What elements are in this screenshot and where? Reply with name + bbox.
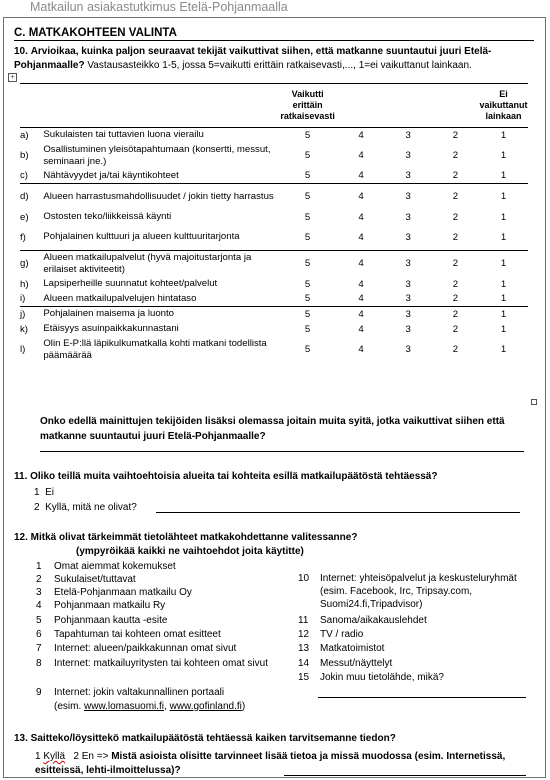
source-option[interactable] <box>298 614 543 627</box>
page-header: Matkailun asiakastutkimus Etelä-Pohjanmaalla <box>30 0 288 14</box>
rating-option[interactable]: 1 <box>500 293 507 305</box>
rating-option[interactable]: 3 <box>405 231 411 243</box>
row-label: Etäisyys asuinpaikkakunnastani <box>43 323 179 334</box>
source-number: 1 <box>36 561 42 572</box>
row-letter: a) <box>20 129 29 141</box>
rating-option[interactable]: 1 <box>500 150 507 161</box>
rating-option[interactable]: 4 <box>358 293 364 305</box>
rating-option[interactable]: 3 <box>405 344 411 355</box>
row-letter: i) <box>20 293 26 305</box>
source-9-detail: (esim. www.lomasuomi.fi, www.gofinland.fi) <box>54 701 246 712</box>
source-number: 15 <box>298 672 310 683</box>
source-number: 7 <box>36 643 42 654</box>
rating-row <box>20 322 528 337</box>
source-label: Etelä-Pohjanmaan matkailu Oy <box>54 587 192 598</box>
source-option[interactable] <box>36 599 286 612</box>
source-number: 4 <box>36 600 42 611</box>
rating-option[interactable]: 2 <box>452 150 459 161</box>
question-12-text: 12. Mitkä olivat tärkeimmät tietolähteet matkakohdettanne valitessanne? <box>14 532 358 543</box>
answer-line[interactable] <box>284 775 526 776</box>
q11-option-1[interactable] <box>34 486 54 499</box>
source-label: Pohjanmaan matkailu Ry <box>54 600 166 611</box>
row-letter: c) <box>20 170 28 182</box>
source-label: Sanoma/aikakauslehdet <box>320 615 427 626</box>
rating-option[interactable]: 1 <box>500 211 507 223</box>
question-11: 11. Oliko teillä muita vaihtoehtoisia alueita tai kohteita esillä matkailupäätöstä tehtäessä? <box>14 471 438 482</box>
rating-option[interactable]: 2 <box>452 323 459 335</box>
source-number: 14 <box>298 658 310 669</box>
question-12 <box>14 531 357 559</box>
rating-row <box>20 307 528 322</box>
source-option[interactable] <box>298 642 543 655</box>
source-option[interactable] <box>298 671 543 684</box>
answer-line[interactable] <box>40 451 524 452</box>
rating-option[interactable]: 3 <box>405 211 411 223</box>
row-letter: e) <box>20 211 29 223</box>
option-label: Ei <box>45 487 55 498</box>
table-move-handle-icon[interactable]: + <box>8 73 17 82</box>
rating-option[interactable]: 5 <box>278 307 338 322</box>
question-10-number: 10. <box>14 46 28 57</box>
rating-option[interactable]: 1 <box>500 344 507 355</box>
rating-option[interactable]: 4 <box>358 150 364 161</box>
rating-option[interactable]: 4 <box>358 170 364 182</box>
row-label: Ostosten teko/liikkeissä käynti <box>43 211 172 222</box>
source-label: Jokin muu tietolähde, mikä? <box>320 672 444 683</box>
row-letter: l) <box>20 344 26 355</box>
row-label: Alueen matkailupalvelut (hyvä majoitustarjonta ja erilaiset aktiviteetit) <box>43 251 277 277</box>
source-option[interactable] <box>36 586 286 599</box>
row-label: Lapsiperheille suunnatut kohteet/palvelut <box>43 278 218 289</box>
rating-option[interactable]: 1 <box>500 129 507 141</box>
rating-option[interactable]: 2 <box>452 231 459 243</box>
row-label: Olin E-P:llä läpikulkumatkalla kohti matkani todellista päämäärää <box>43 337 267 361</box>
source-option[interactable] <box>36 657 286 670</box>
source-option[interactable] <box>298 657 543 670</box>
rating-option[interactable]: 5 <box>304 231 311 243</box>
rating-option[interactable]: 1 <box>479 251 528 277</box>
question-10 <box>14 45 544 73</box>
source-label: Internet: yhteisöpalvelut ja keskusteluryhmät (esim. Facebook, Irc, Tripsay.com, Suomi24.fi,Tripadvisor) <box>320 573 517 610</box>
rating-option[interactable]: 3 <box>405 129 411 141</box>
source-label: Omat aiemmat kokemukset <box>54 561 176 572</box>
row-label: Pohjalainen kulttuuri ja alueen kulttuuritarjonta <box>43 231 240 243</box>
link[interactable]: www.lomasuomi.fi <box>84 701 165 712</box>
rating-option[interactable]: 1 <box>500 231 507 243</box>
rating-row <box>20 210 528 225</box>
source-label: Matkatoimistot <box>320 643 385 654</box>
rating-row <box>20 292 528 307</box>
source-number: 10 <box>298 573 310 584</box>
source-option[interactable] <box>36 573 286 586</box>
rating-option[interactable]: 1 <box>500 323 507 335</box>
rating-option[interactable]: 4 <box>337 307 384 322</box>
rating-option[interactable]: 2 <box>432 184 479 210</box>
rating-table-header <box>20 84 528 128</box>
rating-table <box>20 83 528 363</box>
rating-row <box>20 184 528 210</box>
row-letter: j) <box>20 307 43 322</box>
source-label: Internet: alueen/paikkakunnan omat sivut <box>54 643 237 654</box>
source-number: 11 <box>298 615 309 626</box>
rating-option[interactable]: 4 <box>358 323 364 335</box>
rating-option[interactable]: 5 <box>304 293 311 305</box>
row-label: Sukulaisten tai tuttavien luona vierailu <box>43 129 204 141</box>
rating-option[interactable]: 5 <box>304 323 311 335</box>
q13-followup: Mistä asioista olisitte tarvinneet lisää tietoa ja missä muodossa (esim. Internetissä, esitteissä, lehti-ilmoittelussa)? <box>35 751 506 776</box>
q13-option-1[interactable]: 1 Kyllä <box>35 751 66 762</box>
rating-option[interactable]: 1 <box>479 184 528 210</box>
rating-option[interactable]: 3 <box>405 150 411 161</box>
rating-option[interactable]: 2 <box>452 344 459 355</box>
source-label: Sukulaiset/tuttavat <box>54 574 136 585</box>
source-label: Messut/näyttelyt <box>320 658 393 669</box>
rating-option[interactable]: 5 <box>304 170 311 182</box>
rating-option[interactable]: 1 <box>500 278 507 290</box>
question-12-subtext: (ympyröikää kaikki ne vaihtoehdot joita käytitte) <box>76 546 304 557</box>
source-label: Internet: jokin valtakunnallinen portaali <box>54 687 225 698</box>
row-label: Alueen harrastusmahdollisuudet / jokin tietty harrastus <box>43 184 277 210</box>
source-number: 8 <box>36 658 42 669</box>
source-number: 6 <box>36 629 42 640</box>
rating-option[interactable]: 4 <box>337 184 384 210</box>
table-resize-handle-icon[interactable] <box>531 399 537 405</box>
row-letter: f) <box>20 231 26 243</box>
rating-option[interactable]: 4 <box>337 251 384 277</box>
q13-option-2[interactable]: 2 En <box>73 751 94 762</box>
rating-option[interactable]: 5 <box>304 211 311 223</box>
source-option[interactable] <box>36 560 286 573</box>
rating-option[interactable]: 5 <box>304 150 311 161</box>
rating-option[interactable]: 5 <box>304 344 311 355</box>
rating-option[interactable]: 2 <box>452 129 459 141</box>
rating-option[interactable]: 2 <box>452 211 459 223</box>
source-option[interactable] <box>36 614 286 627</box>
rating-option[interactable]: 5 <box>278 184 338 210</box>
source-number: 5 <box>36 615 42 626</box>
answer-line[interactable] <box>156 512 520 513</box>
row-label: Alueen matkailupalvelujen hintataso <box>43 292 197 304</box>
rating-option[interactable]: 4 <box>358 278 364 290</box>
question-13: 13. Saitteko/löysittekö matkailupäätöstä tehtäessä kaiken tarvitsemanne tiedon? <box>14 733 396 744</box>
source-option[interactable] <box>298 572 543 611</box>
rating-option[interactable]: 1 <box>479 307 528 322</box>
rating-row <box>20 251 528 277</box>
q11-option-2[interactable] <box>34 501 137 514</box>
source-option[interactable] <box>298 628 543 641</box>
rating-option[interactable]: 2 <box>452 293 459 305</box>
rating-option[interactable]: 3 <box>385 307 432 322</box>
rating-option[interactable]: 3 <box>405 323 411 335</box>
rating-option[interactable]: 4 <box>358 211 364 223</box>
source-label: Tapahtuman tai kohteen omat esitteet <box>54 629 221 640</box>
source-label: TV / radio <box>320 629 364 640</box>
rating-option[interactable]: 3 <box>405 293 411 305</box>
source-option[interactable] <box>36 642 286 655</box>
question-10-text: Arvioikaa, kuinka paljon seuraavat tekijät vaikuttivat siihen, että matkanne suuntautui juuri Etelä-Pohjanmaalle? <box>14 46 492 71</box>
rating-row <box>20 143 528 169</box>
rating-option[interactable]: 3 <box>405 170 411 182</box>
row-letter: k) <box>20 323 28 335</box>
row-label: Nähtävyydet ja/tai käyntikohteet <box>43 169 179 181</box>
rating-option[interactable]: 2 <box>452 170 459 182</box>
rating-option[interactable]: 3 <box>385 184 432 210</box>
source-number: 13 <box>298 643 310 654</box>
row-label: Pohjalainen maisema ja luonto <box>43 307 277 322</box>
source-label: Internet: matkailuyritysten tai kohteen omat sivut <box>54 658 268 669</box>
row-letter: d) <box>20 184 43 210</box>
rating-option[interactable]: 2 <box>432 307 479 322</box>
source-number: 2 <box>36 574 42 585</box>
option-number: 1 <box>34 487 40 498</box>
question-10-followup: Onko edellä mainittujen tekijöiden lisäksi olemassa joitain muita syitä, jotka vaikuttivat siihen että matkanne suuntautui juuri Etelä-Pohjanmaalle? <box>40 416 505 442</box>
rating-option[interactable]: 5 <box>278 251 338 277</box>
source-label: Pohjanmaan kautta -esite <box>54 615 168 626</box>
rating-option[interactable]: 2 <box>452 278 459 290</box>
option-label: Kyllä, mitä ne olivat? <box>45 502 137 513</box>
rating-row <box>20 128 528 143</box>
question-10-scale-note: Vastausasteikko 1-5, jossa 5=vaikutti erittäin ratkaisevasti,..., 1=ei vaikuttanut lainkaan. <box>87 60 472 71</box>
rating-option[interactable]: 3 <box>385 251 432 277</box>
row-letter: b) <box>20 150 29 161</box>
question-13-options <box>35 750 535 778</box>
row-letter: h) <box>20 278 29 290</box>
rating-row <box>20 337 528 363</box>
rating-option[interactable]: 4 <box>358 231 364 243</box>
col-header-1: Ei vaikuttanut lainkaan <box>479 84 528 128</box>
rating-option[interactable]: 2 <box>432 251 479 277</box>
col-header-5: Vaikutti erittäin ratkaisevasti <box>278 84 338 128</box>
row-label: Osallistuminen yleisötapahtumaan (konsertti, messut, seminaari jne.) <box>43 143 271 167</box>
row-letter: g) <box>20 251 43 277</box>
rating-option[interactable]: 3 <box>405 278 411 290</box>
source-option[interactable] <box>36 686 286 699</box>
link[interactable]: www.gofinland.fi <box>169 701 242 712</box>
rating-option[interactable]: 1 <box>500 170 507 182</box>
rating-option[interactable]: 4 <box>358 129 364 141</box>
option-number: 2 <box>34 502 40 513</box>
source-number: 12 <box>298 629 310 640</box>
answer-line[interactable] <box>318 697 526 698</box>
rating-option[interactable]: 5 <box>304 278 311 290</box>
rating-row <box>20 169 528 184</box>
section-title: C. MATKAKOHTEEN VALINTA <box>14 27 534 41</box>
rating-option[interactable]: 4 <box>358 344 364 355</box>
rating-row <box>20 225 528 251</box>
source-number: 3 <box>36 587 42 598</box>
arrow: => <box>96 751 109 762</box>
rating-row <box>20 277 528 292</box>
rating-option[interactable]: 5 <box>304 129 311 141</box>
source-option[interactable] <box>36 628 286 641</box>
source-number: 9 <box>36 687 42 698</box>
